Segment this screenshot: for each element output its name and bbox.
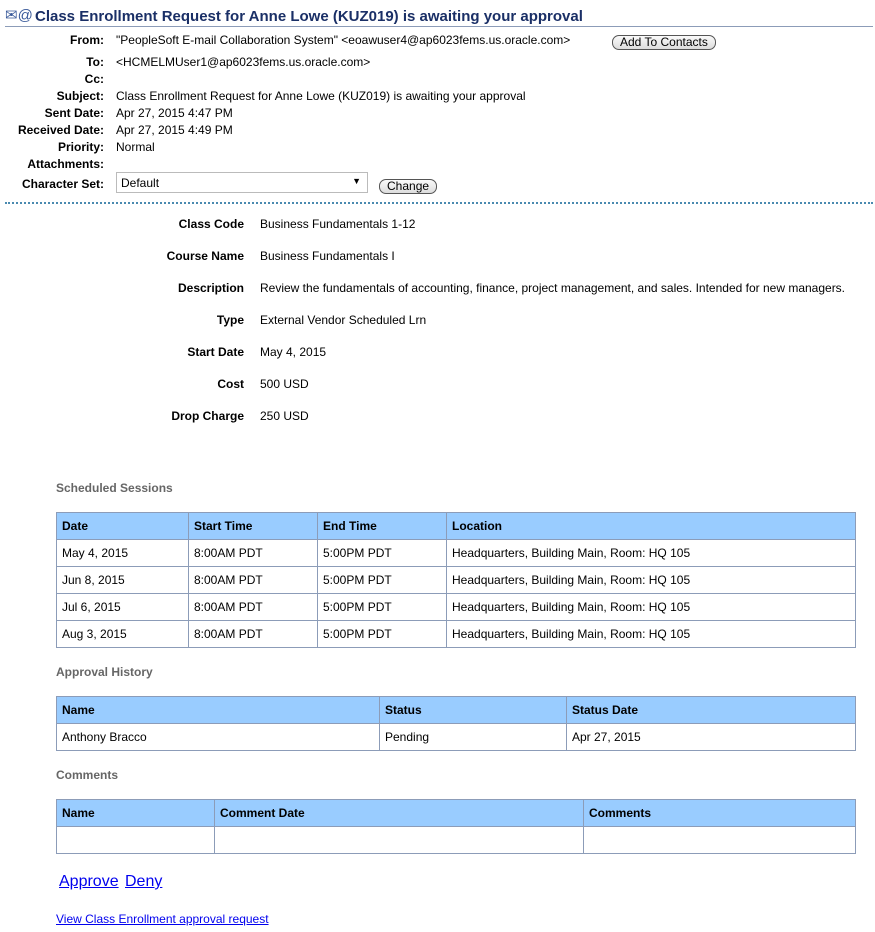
sessions-table	[56, 512, 856, 648]
priority-label: Priority:	[57, 140, 104, 154]
comments-table	[56, 799, 856, 854]
table-cell: Jun 8, 2015	[57, 567, 189, 594]
table-cell: Apr 27, 2015	[567, 724, 856, 751]
column-header: Status	[380, 697, 567, 724]
detail-label: Start Date	[187, 345, 244, 359]
email-at-icon: ✉@	[5, 7, 33, 24]
from-value: "PeopleSoft E-mail Collaboration System" <eoawuser4@ap6023fems.us.oracle.com>	[116, 33, 571, 47]
detail-value: Review the fundamentals of accounting, finance, project management, and sales. Intended for new managers.	[260, 281, 846, 295]
detail-label: Class Code	[178, 217, 244, 231]
table-cell: May 4, 2015	[57, 540, 189, 567]
table-cell: Headquarters, Building Main, Room: HQ 105	[447, 594, 856, 621]
column-header: Name	[57, 697, 380, 724]
to-value: <HCMELMUser1@ap6023fems.us.oracle.com>	[116, 55, 371, 69]
cc-label: Cc:	[84, 72, 104, 86]
table-cell	[584, 827, 856, 854]
add-to-contacts-button[interactable]: Add To Contacts	[612, 35, 716, 50]
table-cell: 5:00PM PDT	[318, 540, 447, 567]
table-cell: Headquarters, Building Main, Room: HQ 105	[447, 621, 856, 648]
table-cell	[215, 827, 584, 854]
table-cell: Headquarters, Building Main, Room: HQ 105	[447, 540, 856, 567]
column-header: Name	[57, 800, 215, 827]
priority-value: Normal	[116, 140, 155, 154]
subject-label: Subject:	[56, 89, 104, 103]
column-header: Comments	[584, 800, 856, 827]
comments-title: Comments	[56, 768, 119, 782]
divider	[5, 202, 873, 204]
table-row	[57, 567, 856, 594]
attachments-label: Attachments:	[27, 157, 104, 171]
table-cell: Anthony Bracco	[57, 724, 380, 751]
detail-value: Business Fundamentals 1-12	[260, 217, 416, 231]
column-header: End Time	[318, 513, 447, 540]
detail-value: 500 USD	[260, 377, 309, 391]
detail-label: Drop Charge	[171, 409, 244, 423]
column-header: Location	[447, 513, 856, 540]
detail-label: Description	[177, 281, 244, 295]
sent-date-value: Apr 27, 2015 4:47 PM	[116, 106, 233, 120]
column-header: Start Time	[189, 513, 318, 540]
from-label: From:	[70, 33, 104, 47]
column-header: Status Date	[567, 697, 856, 724]
table-row	[57, 594, 856, 621]
detail-label: Type	[216, 313, 244, 327]
sent-date-label: Sent Date:	[44, 106, 104, 120]
email-title: Class Enrollment Request for Anne Lowe (KUZ019) is awaiting your approval	[35, 8, 583, 25]
table-cell: Jul 6, 2015	[57, 594, 189, 621]
table-row	[57, 621, 856, 648]
sessions-title: Scheduled Sessions	[56, 481, 173, 495]
table-row	[57, 540, 856, 567]
deny-link[interactable]: Deny	[125, 873, 163, 890]
column-header: Date	[57, 513, 189, 540]
table-cell: 5:00PM PDT	[318, 621, 447, 648]
table-cell: 8:00AM PDT	[189, 567, 318, 594]
detail-label: Course Name	[166, 249, 244, 263]
table-cell	[57, 827, 215, 854]
view-approval-request-link[interactable]: View Class Enrollment approval request	[56, 912, 269, 926]
table-cell: Pending	[380, 724, 567, 751]
charset-select[interactable]	[116, 172, 368, 193]
table-cell: 8:00AM PDT	[189, 594, 318, 621]
received-date-value: Apr 27, 2015 4:49 PM	[116, 123, 233, 137]
table-cell: Aug 3, 2015	[57, 621, 189, 648]
approve-link[interactable]: Approve	[59, 873, 119, 890]
table-row	[57, 827, 856, 854]
change-button[interactable]: Change	[379, 179, 437, 194]
email-title-bar	[5, 6, 873, 27]
charset-value: Default	[121, 176, 160, 190]
dropdown-arrow-icon: ▼	[352, 176, 361, 186]
table-cell: 8:00AM PDT	[189, 540, 318, 567]
column-header: Comment Date	[215, 800, 584, 827]
detail-label: Cost	[217, 377, 244, 391]
detail-value: 250 USD	[260, 409, 309, 423]
table-cell: 5:00PM PDT	[318, 567, 447, 594]
charset-label: Character Set:	[21, 177, 104, 191]
detail-value: Business Fundamentals I	[260, 249, 395, 263]
table-row	[57, 724, 856, 751]
subject-value: Class Enrollment Request for Anne Lowe (KUZ019) is awaiting your approval	[116, 89, 526, 103]
received-date-label: Received Date:	[17, 123, 104, 137]
to-label: To:	[86, 55, 104, 69]
table-cell: Headquarters, Building Main, Room: HQ 105	[447, 567, 856, 594]
table-cell: 8:00AM PDT	[189, 621, 318, 648]
detail-value: External Vendor Scheduled Lrn	[260, 313, 427, 327]
table-cell: 5:00PM PDT	[318, 594, 447, 621]
detail-value: May 4, 2015	[260, 345, 327, 359]
approval-history-title: Approval History	[56, 665, 153, 679]
approval-history-table	[56, 696, 856, 751]
